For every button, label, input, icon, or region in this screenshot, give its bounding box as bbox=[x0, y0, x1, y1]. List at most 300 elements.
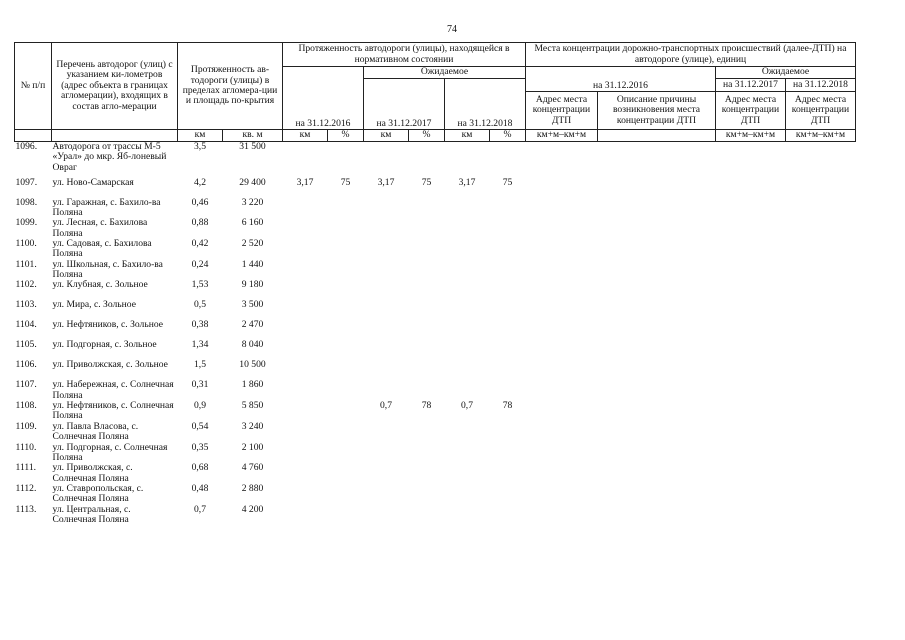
length-km: 0,24 bbox=[191, 259, 209, 270]
norm-2017-pct bbox=[409, 142, 445, 178]
area-sqm: 1 440 bbox=[241, 259, 264, 270]
norm-2017-km bbox=[364, 505, 409, 526]
length-km: 4,2 bbox=[194, 177, 206, 188]
dtp-cell bbox=[598, 142, 716, 178]
norm-2017-km: 0,7 bbox=[380, 401, 392, 412]
header-dtp-2017: на 31.12.2017 bbox=[716, 79, 786, 92]
norm-2016-pct: 75 bbox=[340, 177, 351, 188]
norm-2018-km bbox=[445, 300, 490, 320]
norm-2018-km bbox=[445, 463, 490, 484]
length-km: 0,9 bbox=[194, 401, 206, 412]
road-name: ул. Приволжская, с. Зольное bbox=[52, 360, 168, 371]
norm-2016-pct bbox=[328, 300, 364, 320]
dtp-cell bbox=[526, 198, 598, 219]
dtp-cell bbox=[598, 300, 716, 320]
row-number: 1100. bbox=[15, 238, 37, 249]
dtp-cell bbox=[526, 340, 598, 360]
table-row bbox=[15, 360, 856, 380]
dtp-cell bbox=[786, 300, 856, 320]
row-number: 1104. bbox=[15, 320, 37, 331]
norm-2017-km bbox=[364, 280, 409, 300]
norm-2018-km bbox=[445, 422, 490, 443]
dtp-cell bbox=[786, 239, 856, 260]
row-number: 1105. bbox=[15, 340, 37, 351]
table-row bbox=[15, 178, 856, 198]
area-sqm: 31 500 bbox=[239, 141, 266, 152]
row-number: 1113. bbox=[15, 504, 37, 515]
norm-2018-pct bbox=[490, 380, 526, 401]
area-sqm: 8 040 bbox=[241, 340, 264, 351]
norm-2017-km bbox=[364, 239, 409, 260]
length-km: 1,34 bbox=[191, 340, 209, 351]
header-length: Протяженность ав-тодороги (улицы) в пределах агломера-ции и площадь по-крытия bbox=[178, 43, 283, 130]
length-km: 3,5 bbox=[194, 141, 206, 152]
dtp-cell bbox=[598, 239, 716, 260]
dtp-cell bbox=[786, 443, 856, 464]
header-dtp-address-2016: Адрес места концентрации ДТП bbox=[526, 92, 598, 130]
row-number: 1099. bbox=[15, 218, 38, 229]
road-name: ул. Ставропольская, с. Солнечная Поляна bbox=[52, 483, 144, 505]
norm-2016-km: 3,17 bbox=[296, 177, 314, 188]
length-km: 0,31 bbox=[191, 380, 209, 391]
row-number: 1110. bbox=[15, 442, 37, 453]
road-name: ул. Приволжская, с. Солнечная Поляна bbox=[52, 463, 133, 484]
dtp-cell bbox=[786, 280, 856, 300]
header-normative-2018: на 31.12.2018 bbox=[445, 79, 526, 130]
dtp-cell bbox=[786, 360, 856, 380]
norm-2017-km bbox=[364, 142, 409, 178]
dtp-cell bbox=[716, 484, 786, 505]
table-body bbox=[15, 142, 856, 526]
road-name: ул. Нефтяников, с. Зольное bbox=[52, 320, 164, 331]
norm-2017-pct bbox=[409, 380, 445, 401]
dtp-cell bbox=[716, 443, 786, 464]
unit-km-2018: км bbox=[445, 130, 490, 142]
norm-2016-km bbox=[283, 198, 328, 219]
dtp-cell bbox=[786, 422, 856, 443]
road-name: ул. Подгорная, с. Зольное bbox=[52, 340, 157, 351]
dtp-cell bbox=[598, 218, 716, 239]
dtp-cell bbox=[598, 280, 716, 300]
area-sqm: 3 220 bbox=[241, 197, 264, 208]
dtp-cell bbox=[786, 178, 856, 198]
norm-2017-pct bbox=[409, 422, 445, 443]
dtp-cell bbox=[598, 484, 716, 505]
length-km: 0,5 bbox=[194, 300, 206, 311]
area-sqm: 1 860 bbox=[241, 380, 264, 391]
norm-2018-pct bbox=[490, 239, 526, 260]
dtp-cell bbox=[786, 380, 856, 401]
norm-2017-pct bbox=[409, 484, 445, 505]
norm-2017-km bbox=[364, 198, 409, 219]
unit-pct-2017: % bbox=[409, 130, 445, 142]
header-normative-expected: Ожидаемое bbox=[364, 67, 526, 79]
dtp-cell bbox=[716, 360, 786, 380]
dtp-cell bbox=[598, 380, 716, 401]
header-dtp-expected: Ожидаемое bbox=[716, 67, 856, 79]
norm-2018-km bbox=[445, 380, 490, 401]
area-sqm: 3 240 bbox=[241, 421, 264, 432]
norm-2018-pct bbox=[490, 320, 526, 340]
dtp-cell bbox=[786, 320, 856, 340]
dtp-cell bbox=[716, 178, 786, 198]
area-sqm: 2 520 bbox=[241, 238, 264, 249]
norm-2016-km bbox=[283, 142, 328, 178]
table-row bbox=[15, 380, 856, 401]
norm-2017-km bbox=[364, 360, 409, 380]
header-num: № п/п bbox=[15, 43, 52, 130]
dtp-cell bbox=[598, 401, 716, 422]
length-km: 0,38 bbox=[191, 320, 209, 331]
dtp-cell bbox=[716, 401, 786, 422]
row-number: 1096. bbox=[15, 141, 38, 152]
norm-2016-pct bbox=[328, 239, 364, 260]
row-number: 1106. bbox=[15, 360, 37, 371]
norm-2018-pct bbox=[490, 142, 526, 178]
norm-2017-km bbox=[364, 320, 409, 340]
norm-2017-pct bbox=[409, 218, 445, 239]
norm-2017-pct bbox=[409, 239, 445, 260]
dtp-cell bbox=[526, 360, 598, 380]
norm-2017-pct bbox=[409, 280, 445, 300]
dtp-cell bbox=[598, 340, 716, 360]
norm-2016-km bbox=[283, 463, 328, 484]
norm-2018-pct bbox=[490, 484, 526, 505]
norm-2017-km bbox=[364, 218, 409, 239]
norm-2017-pct bbox=[409, 260, 445, 281]
header-dtp: Места концентрации дорожно-транспортных происшествий (далее-ДТП) на автодороге (улице), единиц bbox=[526, 43, 856, 67]
norm-2018-km bbox=[445, 218, 490, 239]
page-number: 74 bbox=[447, 24, 457, 35]
length-km: 1,53 bbox=[191, 280, 209, 291]
norm-2018-pct: 75 bbox=[502, 177, 513, 188]
table-row bbox=[15, 300, 856, 320]
norm-2016-km bbox=[283, 260, 328, 281]
norm-2017-km bbox=[364, 422, 409, 443]
length-km: 0,46 bbox=[191, 197, 209, 208]
area-sqm: 9 180 bbox=[241, 280, 264, 291]
norm-2017-pct bbox=[409, 463, 445, 484]
length-km: 0,7 bbox=[194, 504, 206, 515]
norm-2016-km bbox=[283, 484, 328, 505]
road-name: ул. Павла Власова, с. Солнечная Поляна bbox=[52, 421, 139, 443]
norm-2016-km bbox=[283, 320, 328, 340]
table-row bbox=[15, 443, 856, 464]
norm-2016-pct bbox=[328, 320, 364, 340]
norm-2018-km bbox=[445, 360, 490, 380]
road-name: ул. Садовая, с. Бахилова Поляна bbox=[52, 238, 152, 260]
dtp-cell bbox=[598, 320, 716, 340]
area-sqm: 4 760 bbox=[241, 463, 264, 474]
norm-2018-km bbox=[445, 484, 490, 505]
dtp-cell bbox=[786, 505, 856, 526]
norm-2017-pct bbox=[409, 320, 445, 340]
unit-kmm-2018: км+м–км+м bbox=[786, 130, 856, 142]
header-normative: Протяженность автодороги (улицы), находящейся в нормативном состоянии bbox=[283, 43, 526, 67]
road-name: ул. Лесная, с. Бахилова Поляна bbox=[52, 218, 148, 239]
header-road-list: Перечень автодорог (улиц) с указанием ки-лометров (адрес объекта в границах агломерации), входящих в состав агло-мерации bbox=[52, 43, 178, 130]
norm-2018-pct bbox=[490, 505, 526, 526]
header-dtp-2016: на 31.12.2016 bbox=[526, 67, 716, 92]
norm-2016-pct bbox=[328, 443, 364, 464]
header-dtp-address-2017: Адрес места концентрации ДТП bbox=[716, 92, 786, 130]
table-row bbox=[15, 320, 856, 340]
unit-reason-empty bbox=[598, 130, 716, 142]
area-sqm: 4 200 bbox=[241, 504, 264, 515]
norm-2017-pct bbox=[409, 198, 445, 219]
unit-km-2016: км bbox=[283, 130, 328, 142]
norm-2017-pct bbox=[409, 443, 445, 464]
dtp-cell bbox=[526, 280, 598, 300]
dtp-cell bbox=[786, 484, 856, 505]
norm-2018-km bbox=[445, 142, 490, 178]
norm-2018-pct bbox=[490, 422, 526, 443]
norm-2018-pct bbox=[490, 280, 526, 300]
dtp-cell bbox=[526, 218, 598, 239]
unit-sqm: кв. м bbox=[223, 130, 283, 142]
header-normative-2016: на 31.12.2016 bbox=[283, 67, 364, 130]
table-row bbox=[15, 280, 856, 300]
dtp-cell bbox=[786, 340, 856, 360]
norm-2017-km bbox=[364, 260, 409, 281]
area-sqm: 6 160 bbox=[241, 218, 264, 229]
norm-2017-pct bbox=[409, 340, 445, 360]
norm-2016-km bbox=[283, 505, 328, 526]
dtp-cell bbox=[598, 443, 716, 464]
norm-2017-pct: 75 bbox=[421, 177, 432, 188]
area-sqm: 2 100 bbox=[241, 442, 264, 453]
unit-pct-2018: % bbox=[490, 130, 526, 142]
area-sqm: 3 500 bbox=[241, 300, 264, 311]
dtp-cell bbox=[716, 280, 786, 300]
norm-2016-pct bbox=[328, 505, 364, 526]
road-name: ул. Клубная, с. Зольное bbox=[52, 280, 148, 291]
norm-2016-km bbox=[283, 280, 328, 300]
table-row bbox=[15, 239, 856, 260]
row-number: 1103. bbox=[15, 300, 37, 311]
dtp-cell bbox=[716, 218, 786, 239]
road-name: ул. Подгорная, с. Солнечная Поляна bbox=[52, 442, 168, 463]
dtp-cell bbox=[526, 443, 598, 464]
norm-2018-pct bbox=[490, 300, 526, 320]
norm-2018-km bbox=[445, 505, 490, 526]
dtp-cell bbox=[526, 239, 598, 260]
road-name: ул. Центральная, с. Солнечная Поляна bbox=[52, 504, 131, 526]
road-name: Автодорога от трассы М-5 «Урал» до мкр. Яб-лоневый Овраг bbox=[52, 141, 167, 173]
dtp-cell bbox=[716, 340, 786, 360]
unit-kmm-2017: км+м–км+м bbox=[716, 130, 786, 142]
norm-2016-pct bbox=[328, 422, 364, 443]
norm-2017-km bbox=[364, 463, 409, 484]
norm-2018-pct bbox=[490, 463, 526, 484]
road-name: ул. Нефтяников, с. Солнечная Поляна bbox=[52, 401, 174, 422]
norm-2016-pct bbox=[328, 260, 364, 281]
norm-2018-pct bbox=[490, 260, 526, 281]
dtp-cell bbox=[786, 401, 856, 422]
norm-2018-km bbox=[445, 239, 490, 260]
row-number: 1109. bbox=[15, 421, 37, 432]
row-number: 1108. bbox=[15, 401, 37, 412]
norm-2016-km bbox=[283, 340, 328, 360]
dtp-cell bbox=[716, 505, 786, 526]
dtp-cell bbox=[786, 198, 856, 219]
road-name: ул. Набережная, с. Солнечная Поляна bbox=[52, 380, 174, 401]
header-normative-2017: на 31.12.2017 bbox=[364, 79, 445, 130]
norm-2017-km: 3,17 bbox=[377, 177, 395, 188]
area-sqm: 2 880 bbox=[241, 483, 264, 494]
length-km: 0,68 bbox=[191, 463, 209, 474]
norm-2016-km bbox=[283, 401, 328, 422]
unit-km: км bbox=[178, 130, 223, 142]
norm-2018-pct bbox=[490, 443, 526, 464]
norm-2018-km bbox=[445, 260, 490, 281]
unit-km-2017: км bbox=[364, 130, 409, 142]
header-dtp-reason-2016: Описание причины возникновения места концентрации ДТП bbox=[598, 92, 716, 130]
norm-2018-pct: 78 bbox=[502, 401, 513, 412]
dtp-cell bbox=[526, 260, 598, 281]
table-row bbox=[15, 505, 856, 526]
area-sqm: 29 400 bbox=[239, 177, 266, 188]
row-number: 1097. bbox=[15, 177, 38, 188]
norm-2016-km bbox=[283, 443, 328, 464]
dtp-cell bbox=[598, 198, 716, 219]
road-name: ул. Гаражная, с. Бахило-ва Поляна bbox=[52, 197, 161, 218]
dtp-cell bbox=[526, 484, 598, 505]
length-km: 0,54 bbox=[191, 421, 209, 432]
dtp-cell bbox=[526, 300, 598, 320]
norm-2016-km bbox=[283, 218, 328, 239]
table-row bbox=[15, 198, 856, 219]
norm-2016-km bbox=[283, 239, 328, 260]
norm-2016-pct bbox=[328, 484, 364, 505]
dtp-cell bbox=[716, 260, 786, 281]
length-km: 0,35 bbox=[191, 442, 209, 453]
dtp-cell bbox=[526, 463, 598, 484]
header-empty-road bbox=[52, 130, 178, 142]
norm-2018-km bbox=[445, 320, 490, 340]
norm-2017-pct bbox=[409, 300, 445, 320]
norm-2017-pct bbox=[409, 505, 445, 526]
dtp-cell bbox=[526, 320, 598, 340]
norm-2018-pct bbox=[490, 218, 526, 239]
dtp-cell bbox=[598, 260, 716, 281]
norm-2018-km: 3,17 bbox=[458, 177, 476, 188]
norm-2018-km bbox=[445, 280, 490, 300]
table-row bbox=[15, 142, 856, 178]
dtp-cell bbox=[526, 142, 598, 178]
table-row bbox=[15, 340, 856, 360]
row-number: 1111. bbox=[15, 463, 37, 474]
area-sqm: 2 470 bbox=[241, 320, 264, 331]
length-km: 1,5 bbox=[194, 360, 206, 371]
dtp-cell bbox=[598, 360, 716, 380]
norm-2017-km bbox=[364, 484, 409, 505]
norm-2018-pct bbox=[490, 340, 526, 360]
dtp-cell bbox=[716, 239, 786, 260]
area-sqm: 5 850 bbox=[241, 401, 264, 412]
table-row bbox=[15, 260, 856, 281]
road-name: ул. Мира, с. Зольное bbox=[52, 300, 136, 311]
dtp-cell bbox=[716, 463, 786, 484]
norm-2016-km bbox=[283, 360, 328, 380]
row-number: 1107. bbox=[15, 380, 37, 391]
header-dtp-2018: на 31.12.2018 bbox=[786, 79, 856, 92]
norm-2016-pct bbox=[328, 142, 364, 178]
table-header bbox=[15, 43, 856, 142]
norm-2016-pct bbox=[328, 198, 364, 219]
norm-2018-km bbox=[445, 443, 490, 464]
norm-2016-km bbox=[283, 300, 328, 320]
dtp-cell bbox=[786, 260, 856, 281]
row-number: 1101. bbox=[15, 259, 37, 270]
dtp-cell bbox=[716, 320, 786, 340]
norm-2018-km: 0,7 bbox=[461, 401, 473, 412]
norm-2017-km bbox=[364, 340, 409, 360]
norm-2017-pct bbox=[409, 360, 445, 380]
norm-2016-pct bbox=[328, 218, 364, 239]
norm-2016-pct bbox=[328, 280, 364, 300]
norm-2016-pct bbox=[328, 380, 364, 401]
norm-2018-pct bbox=[490, 360, 526, 380]
dtp-cell bbox=[598, 505, 716, 526]
dtp-cell bbox=[526, 401, 598, 422]
dtp-cell bbox=[598, 422, 716, 443]
dtp-cell bbox=[716, 142, 786, 178]
unit-pct-2016: % bbox=[328, 130, 364, 142]
norm-2017-pct: 78 bbox=[421, 401, 432, 412]
norm-2016-km bbox=[283, 380, 328, 401]
norm-2016-km bbox=[283, 422, 328, 443]
roads-table bbox=[14, 42, 856, 525]
dtp-cell bbox=[526, 505, 598, 526]
dtp-cell bbox=[526, 380, 598, 401]
norm-2018-km bbox=[445, 198, 490, 219]
norm-2018-km bbox=[445, 340, 490, 360]
unit-kmm-2016: км+м–км+м bbox=[526, 130, 598, 142]
header-dtp-address-2018: Адрес места концентрации ДТП bbox=[786, 92, 856, 130]
table-row bbox=[15, 422, 856, 443]
norm-2017-km bbox=[364, 443, 409, 464]
row-number: 1112. bbox=[15, 483, 37, 494]
norm-2016-pct bbox=[328, 340, 364, 360]
norm-2017-km bbox=[364, 300, 409, 320]
length-km: 0,42 bbox=[191, 238, 209, 249]
dtp-cell bbox=[786, 142, 856, 178]
table-row bbox=[15, 463, 856, 484]
dtp-cell bbox=[716, 198, 786, 219]
norm-2018-pct bbox=[490, 198, 526, 219]
table-row bbox=[15, 484, 856, 505]
road-name: ул. Ново-Самарская bbox=[52, 177, 134, 188]
norm-2016-pct bbox=[328, 401, 364, 422]
length-km: 0,48 bbox=[191, 483, 209, 494]
dtp-cell bbox=[526, 422, 598, 443]
dtp-cell bbox=[786, 463, 856, 484]
norm-2016-pct bbox=[328, 360, 364, 380]
length-km: 0,88 bbox=[191, 218, 209, 229]
norm-2017-km bbox=[364, 380, 409, 401]
norm-2016-pct bbox=[328, 463, 364, 484]
dtp-cell bbox=[526, 178, 598, 198]
road-name: ул. Школьная, с. Бахило-ва Поляна bbox=[52, 259, 163, 281]
dtp-cell bbox=[716, 380, 786, 401]
area-sqm: 10 500 bbox=[239, 360, 266, 371]
dtp-cell bbox=[716, 300, 786, 320]
dtp-cell bbox=[786, 218, 856, 239]
row-number: 1102. bbox=[15, 280, 37, 291]
row-number: 1098. bbox=[15, 197, 38, 208]
table-row bbox=[15, 401, 856, 422]
